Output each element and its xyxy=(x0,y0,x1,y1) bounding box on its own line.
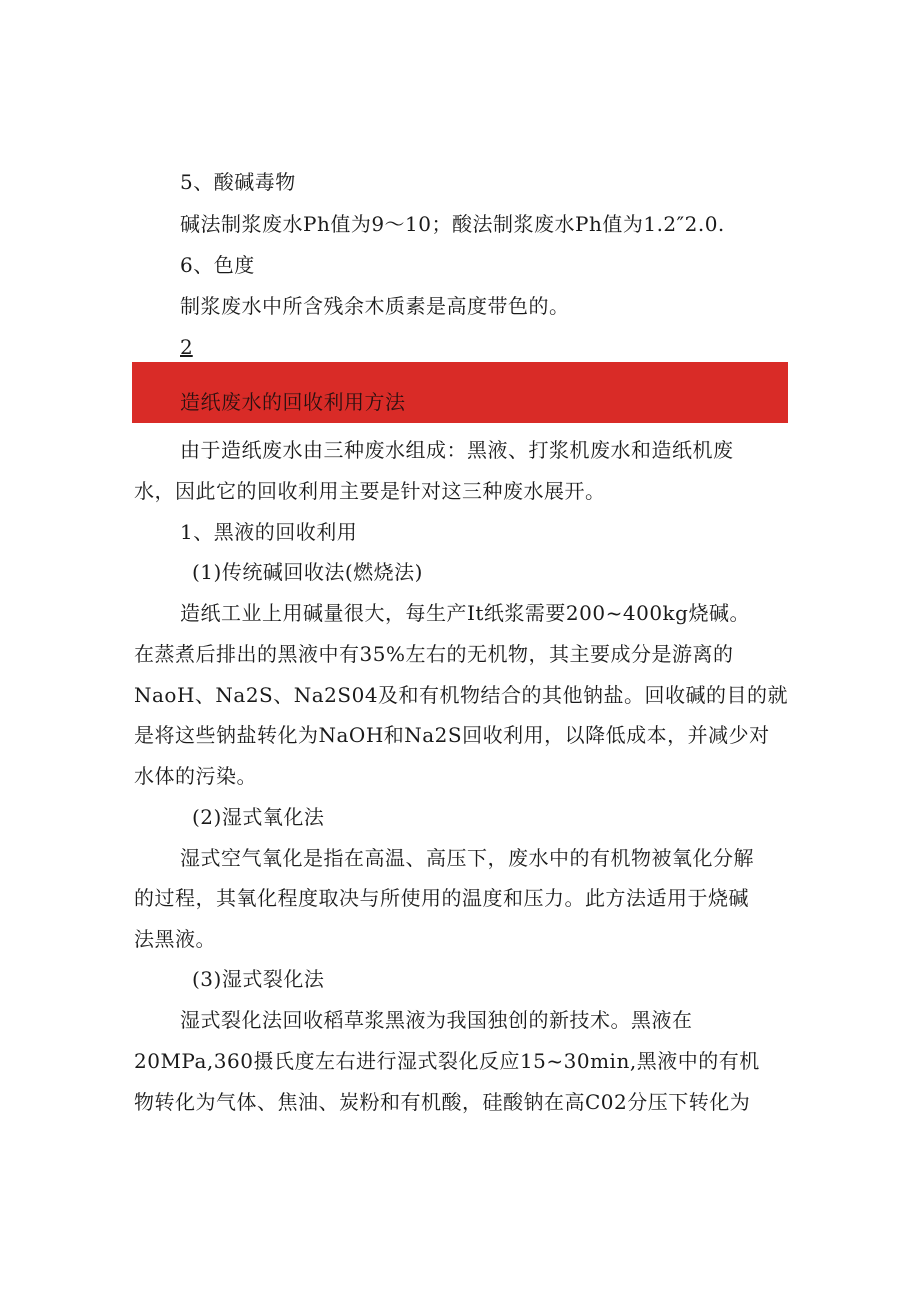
section5-text: 碱法制浆废水Ph值为9～10；酸法制浆废水Ph值为1.2″2.0. xyxy=(180,212,725,236)
section6-text: 制浆废水中所含残余木质素是高度带色的。 xyxy=(180,294,570,318)
section6-title: 6、色度 xyxy=(180,253,255,277)
chapter-title: 造纸废水的回收利用方法 xyxy=(180,390,406,414)
intro-line-1: 由于造纸废水由三种废水组成：黑液、打浆机废水和造纸机废 xyxy=(180,438,734,462)
method2-title: (2)湿式氧化法 xyxy=(192,805,325,829)
sub1-title: 1、黑液的回收利用 xyxy=(180,520,358,544)
chapter-number: 2 xyxy=(180,335,193,359)
method3-title: (3)湿式裂化法 xyxy=(192,967,325,991)
method1-line-2: 在蒸煮后排出的黑液中有35%左右的无机物，其主要成分是游离的 xyxy=(134,642,734,666)
intro-line-2: 水，因此它的回收利用主要是针对这三种废水展开。 xyxy=(134,479,606,503)
method1-line-1: 造纸工业上用碱量很大，每生产It纸浆需要200~400kg烧碱。 xyxy=(180,601,750,625)
section5-title: 5、酸碱毒物 xyxy=(180,170,296,194)
method2-line-3: 法黑液。 xyxy=(134,927,216,951)
method3-line-3: 物转化为气体、焦油、炭粉和有机酸，硅酸钠在高C02分压下转化为 xyxy=(134,1090,751,1114)
method3-line-2: 20MPa,360摄氏度左右进行湿式裂化反应15~30min,黑液中的有机 xyxy=(134,1049,760,1073)
method1-line-3: NaoH、Na2S、Na2S04及和有机物结合的其他钠盐。回收碱的目的就 xyxy=(134,683,789,707)
method1-line-4: 是将这些钠盐转化为NaOH和Na2S回收利用，以降低成本，并减少对 xyxy=(134,723,770,747)
method1-title: (1)传统碱回收法(燃烧法) xyxy=(192,560,423,584)
method3-line-1: 湿式裂化法回收稻草浆黑液为我国独创的新技术。黑液在 xyxy=(180,1008,693,1032)
method2-line-1: 湿式空气氧化是指在高温、高压下，废水中的有机物被氧化分解 xyxy=(180,846,754,870)
method1-line-5: 水体的污染。 xyxy=(134,764,257,788)
method2-line-2: 的过程，其氧化程度取决与所使用的温度和压力。此方法适用于烧碱 xyxy=(134,886,749,910)
chapter-title-banner xyxy=(132,362,788,423)
